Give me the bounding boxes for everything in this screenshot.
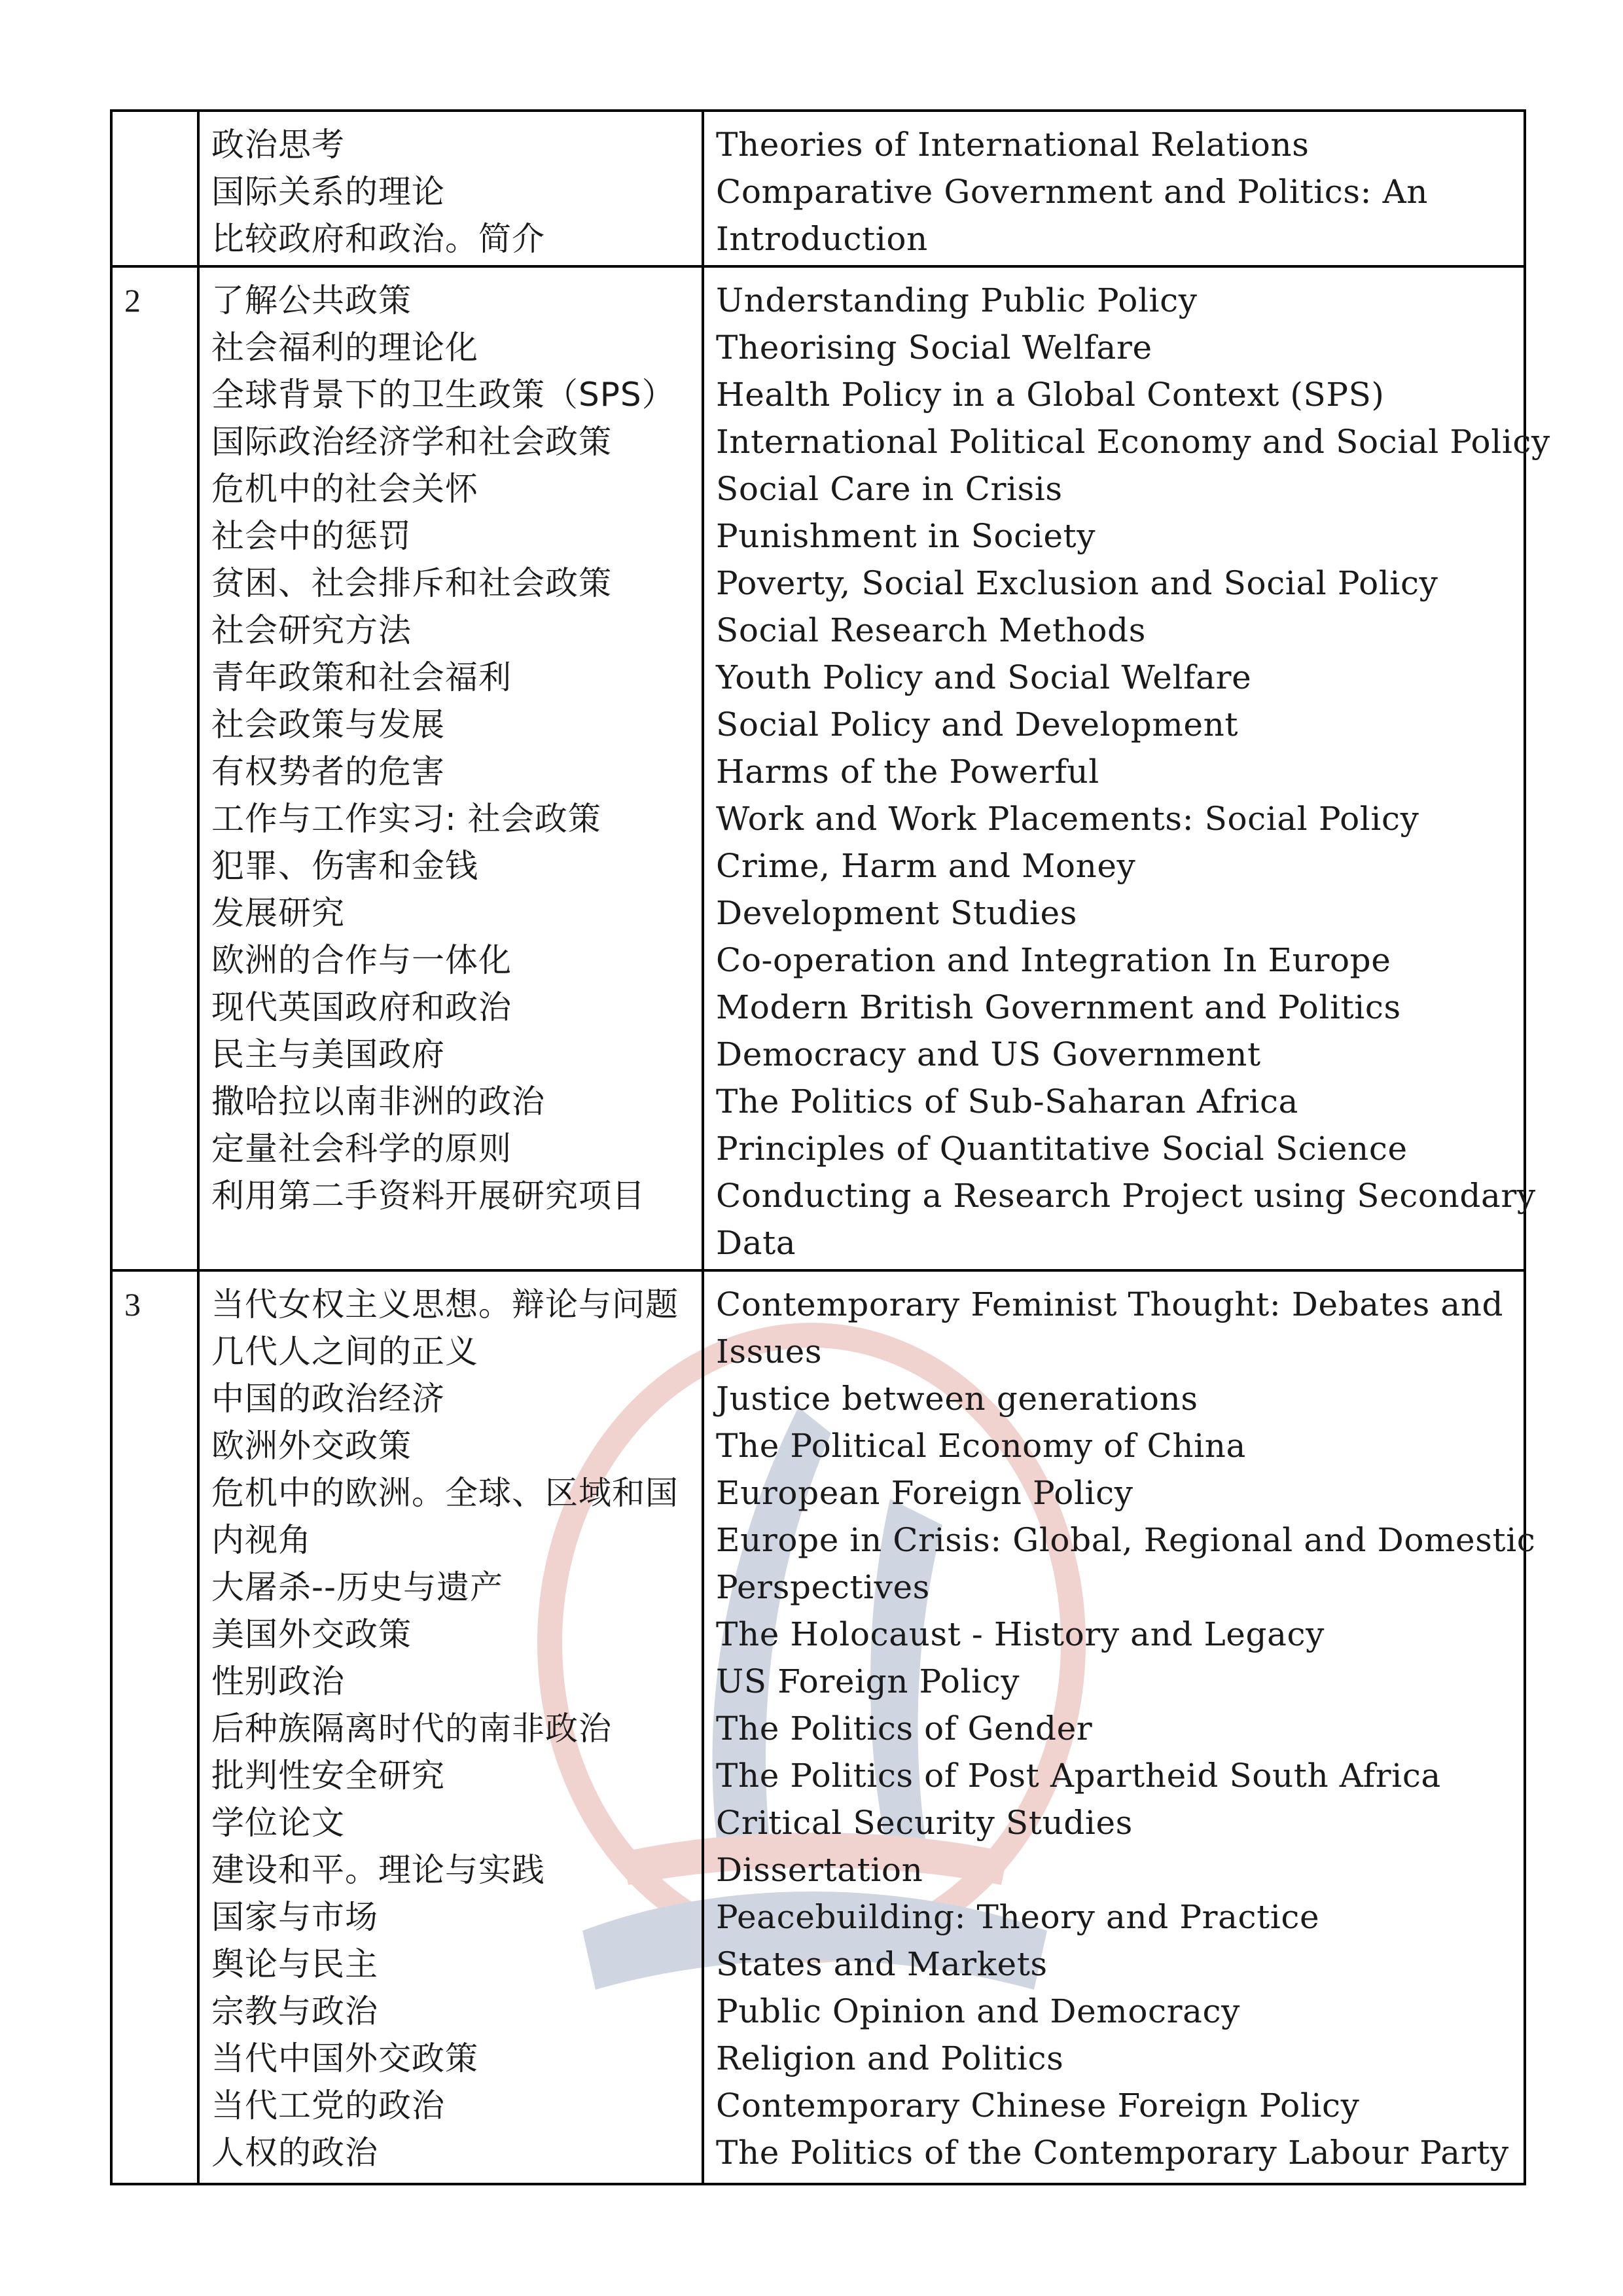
chinese-course-name: 政治思考 bbox=[211, 126, 345, 164]
chinese-course-name: 社会福利的理论化 bbox=[211, 329, 478, 367]
chinese-course-name: 现代英国政府和政治 bbox=[211, 988, 512, 1026]
chinese-course-name: 舆论与民主 bbox=[211, 1945, 378, 1983]
english-course-name: The Politics of Sub-Saharan Africa bbox=[716, 1083, 1298, 1121]
english-course-name: Social Care in Crisis bbox=[716, 470, 1063, 508]
english-course-name: Poverty, Social Exclusion and Social Policy bbox=[716, 564, 1438, 602]
chinese-course-name: 国际政治经济学和社会政策 bbox=[211, 423, 612, 461]
english-course-name: Punishment in Society bbox=[716, 517, 1096, 555]
english-course-name: Health Policy in a Global Context (SPS) bbox=[716, 376, 1385, 414]
table-row bbox=[111, 266, 1525, 1270]
chinese-course-name: 建设和平。理论与实践 bbox=[211, 1851, 545, 1889]
english-course-name: The Politics of the Contemporary Labour Party bbox=[716, 2134, 1509, 2172]
chinese-course-name: 国际关系的理论 bbox=[211, 173, 445, 211]
chinese-course-name: 内视角 bbox=[211, 1521, 312, 1559]
english-course-name: Critical Security Studies bbox=[716, 1804, 1133, 1842]
chinese-course-name: 性别政治 bbox=[211, 1662, 345, 1700]
english-course-name: Data bbox=[716, 1224, 796, 1262]
english-course-name: Development Studies bbox=[716, 894, 1078, 932]
english-course-name: Youth Policy and Social Welfare bbox=[716, 658, 1252, 696]
english-course-name: Harms of the Powerful bbox=[716, 753, 1099, 791]
chinese-course-name: 发展研究 bbox=[211, 894, 345, 932]
english-course-name: Introduction bbox=[716, 220, 928, 258]
course-table-body bbox=[111, 111, 1550, 2184]
chinese-course-name: 危机中的欧洲。全球、区域和国 bbox=[211, 1474, 679, 1512]
chinese-course-name: 社会研究方法 bbox=[211, 611, 412, 649]
english-course-name: Theories of International Relations bbox=[716, 126, 1310, 164]
english-course-name: Peacebuilding: Theory and Practice bbox=[716, 1898, 1320, 1936]
chinese-course-name: 有权势者的危害 bbox=[211, 753, 445, 791]
course-table bbox=[110, 109, 1550, 2185]
english-course-name: Contemporary Feminist Thought: Debates and bbox=[716, 1285, 1504, 1323]
chinese-course-name: 欧洲外交政策 bbox=[211, 1427, 412, 1465]
year-cell: 3 bbox=[111, 1270, 198, 2184]
chinese-course-name: 后种族隔离时代的南非政治 bbox=[211, 1710, 612, 1748]
chinese-course-name: 欧洲的合作与一体化 bbox=[211, 941, 512, 979]
english-course-name: Comparative Government and Politics: An bbox=[716, 173, 1429, 211]
chinese-course-name: 工作与工作实习: 社会政策 bbox=[211, 800, 601, 838]
english-course-name: Religion and Politics bbox=[716, 2039, 1064, 2077]
english-course-name: Dissertation bbox=[716, 1851, 923, 1889]
english-course-name: States and Markets bbox=[716, 1945, 1048, 1983]
chinese-course-name: 贫困、社会排斥和社会政策 bbox=[211, 564, 612, 602]
chinese-course-name: 中国的政治经济 bbox=[211, 1380, 445, 1418]
english-course-name: Principles of Quantitative Social Science bbox=[716, 1130, 1408, 1168]
chinese-course-name: 撒哈拉以南非洲的政治 bbox=[211, 1083, 545, 1121]
chinese-course-name: 犯罪、伤害和金钱 bbox=[211, 847, 478, 885]
english-course-name: The Holocaust - History and Legacy bbox=[716, 1615, 1325, 1653]
chinese-course-name: 利用第二手资料开展研究项目 bbox=[211, 1177, 645, 1215]
chinese-course-name: 学位论文 bbox=[211, 1804, 345, 1842]
chinese-course-name: 危机中的社会关怀 bbox=[211, 470, 478, 508]
year-cell: 2 bbox=[111, 266, 198, 1270]
chinese-course-cell bbox=[198, 1270, 703, 2184]
english-course-name: Crime, Harm and Money bbox=[716, 847, 1136, 885]
english-course-name: International Political Economy and Social Policy bbox=[716, 423, 1550, 461]
english-course-name: European Foreign Policy bbox=[716, 1474, 1133, 1512]
english-course-name: The Politics of Gender bbox=[716, 1710, 1093, 1748]
chinese-course-name: 社会中的惩罚 bbox=[211, 517, 412, 555]
chinese-course-name: 定量社会科学的原则 bbox=[211, 1130, 512, 1168]
chinese-course-name: 社会政策与发展 bbox=[211, 706, 445, 744]
chinese-course-name: 美国外交政策 bbox=[211, 1615, 412, 1653]
english-course-name: Europe in Crisis: Global, Regional and Domestic bbox=[716, 1521, 1536, 1559]
table-row bbox=[111, 111, 1525, 266]
chinese-course-cell bbox=[198, 266, 703, 1270]
chinese-course-name: 了解公共政策 bbox=[211, 281, 412, 319]
english-course-name: The Politics of Post Apartheid South Africa bbox=[716, 1757, 1441, 1795]
english-course-name: Issues bbox=[716, 1333, 823, 1371]
chinese-course-name: 比较政府和政治。简介 bbox=[211, 220, 545, 258]
english-course-name: Co-operation and Integration In Europe bbox=[716, 941, 1391, 979]
english-course-name: Social Research Methods bbox=[716, 611, 1146, 649]
english-course-name: Conducting a Research Project using Secondary bbox=[716, 1177, 1536, 1215]
year-cell bbox=[111, 111, 198, 266]
english-course-name: Justice between generations bbox=[716, 1380, 1198, 1418]
chinese-course-name: 大屠杀--历史与遗产 bbox=[211, 1568, 504, 1606]
english-course-name: Understanding Public Policy bbox=[716, 281, 1198, 319]
english-course-name: Public Opinion and Democracy bbox=[716, 1992, 1240, 2030]
chinese-course-name: 民主与美国政府 bbox=[211, 1035, 445, 1073]
table-row bbox=[111, 1270, 1525, 2184]
chinese-course-name: 全球背景下的卫生政策（SPS） bbox=[211, 376, 675, 414]
english-course-name: Work and Work Placements: Social Policy bbox=[716, 800, 1419, 838]
chinese-course-name: 几代人之间的正义 bbox=[211, 1333, 478, 1371]
chinese-course-name: 当代中国外交政策 bbox=[211, 2039, 478, 2077]
chinese-course-cell bbox=[198, 111, 703, 266]
chinese-course-name: 青年政策和社会福利 bbox=[211, 658, 512, 696]
english-course-name: Democracy and US Government bbox=[716, 1035, 1261, 1073]
chinese-course-name: 国家与市场 bbox=[211, 1898, 378, 1936]
english-course-name: The Political Economy of China bbox=[716, 1427, 1246, 1465]
chinese-course-name: 宗教与政治 bbox=[211, 1992, 378, 2030]
english-course-cell bbox=[703, 1270, 1536, 2184]
english-course-name: Social Policy and Development bbox=[716, 706, 1239, 744]
english-course-name: Theorising Social Welfare bbox=[716, 329, 1152, 367]
english-course-name: US Foreign Policy bbox=[716, 1662, 1020, 1700]
chinese-course-name: 人权的政治 bbox=[211, 2134, 378, 2172]
english-course-name: Perspectives bbox=[716, 1568, 930, 1606]
english-course-cell bbox=[703, 266, 1550, 1270]
chinese-course-name: 当代女权主义思想。辩论与问题 bbox=[211, 1285, 679, 1323]
chinese-course-name: 批判性安全研究 bbox=[211, 1757, 445, 1795]
english-course-name: Modern British Government and Politics bbox=[716, 988, 1401, 1026]
english-course-cell bbox=[703, 111, 1525, 266]
chinese-course-name: 当代工党的政治 bbox=[211, 2087, 445, 2125]
english-course-name: Contemporary Chinese Foreign Policy bbox=[716, 2087, 1360, 2125]
